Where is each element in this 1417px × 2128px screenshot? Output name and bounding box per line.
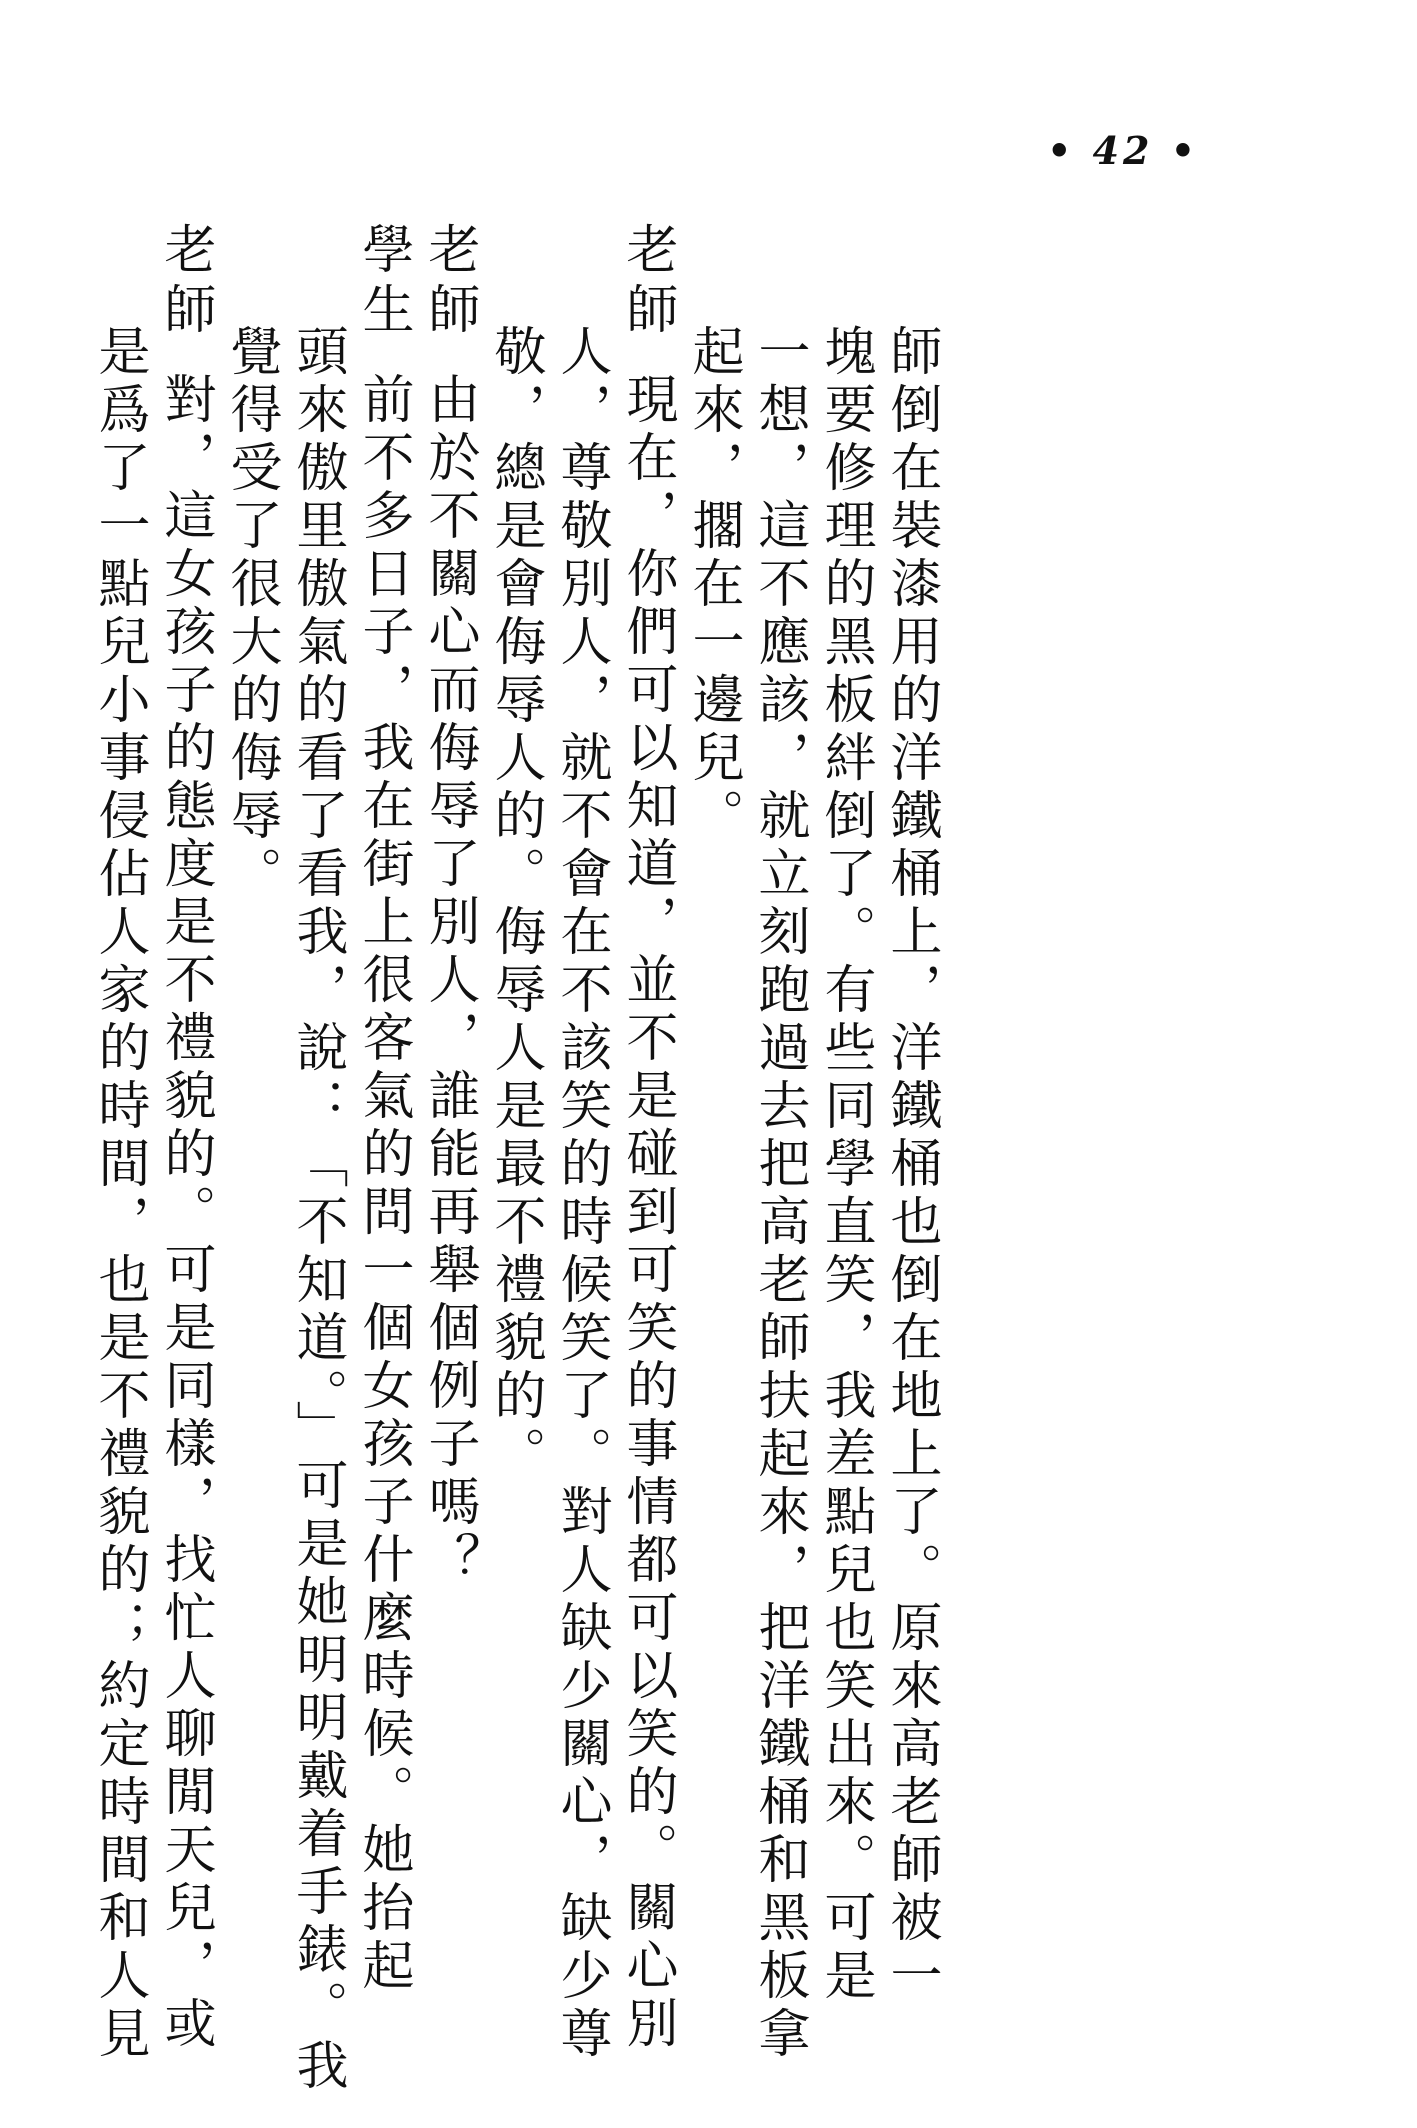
text-line: 前不多日子，我在街上很客氣的問一個女孩子什麼時候。她抬起 (353, 372, 413, 1996)
speaker-label: 學生 (353, 222, 413, 342)
text-line: 對，這女孩子的態度是不禮貌的。可是同樣，找忙人聊閒天兒，或 (155, 372, 215, 2054)
text-line: 頭來傲里傲氣的看了看我，說：「不知道。」可是她明明戴着手錶。我 (287, 324, 347, 2096)
text-line: 覺得受了很大的侮辱。 (221, 324, 281, 904)
speaker-label: 老師 (617, 222, 677, 342)
text-line: 人，尊敬別人，就不會在不該笑的時候笑了。對人缺少關心，缺少尊 (551, 324, 611, 2064)
speaker-label: 老師 (155, 222, 215, 342)
text-line: 師倒在裝漆用的洋鐵桶上，洋鐵桶也倒在地上了。原來高老師被一 (881, 324, 941, 2006)
page-number: • 42 • (1047, 128, 1199, 173)
text-line: 敬，總是會侮辱人的。侮辱人是最不禮貌的。 (485, 324, 545, 1484)
text-line: 由於不關心而侮辱了別人，誰能再舉個例子嗎？ (419, 372, 479, 1590)
text-line: 現在，你們可以知道，並不是碰到可笑的事情都可以笑的。關心別 (617, 372, 677, 2054)
text-line: 是爲了一點兒小事侵佔人家的時間，也是不禮貌的；約定時間和人見 (89, 324, 149, 2064)
text-line: 一想，這不應該，就立刻跑過去把高老師扶起來，把洋鐵桶和黑板拿 (749, 324, 809, 2064)
text-line: 起來，擱在一邊兒。 (683, 324, 743, 846)
text-line: 塊要修理的黑板絆倒了。有些同學直笑，我差點兒也笑出來。可是 (815, 324, 875, 2006)
speaker-label: 老師 (419, 222, 479, 342)
